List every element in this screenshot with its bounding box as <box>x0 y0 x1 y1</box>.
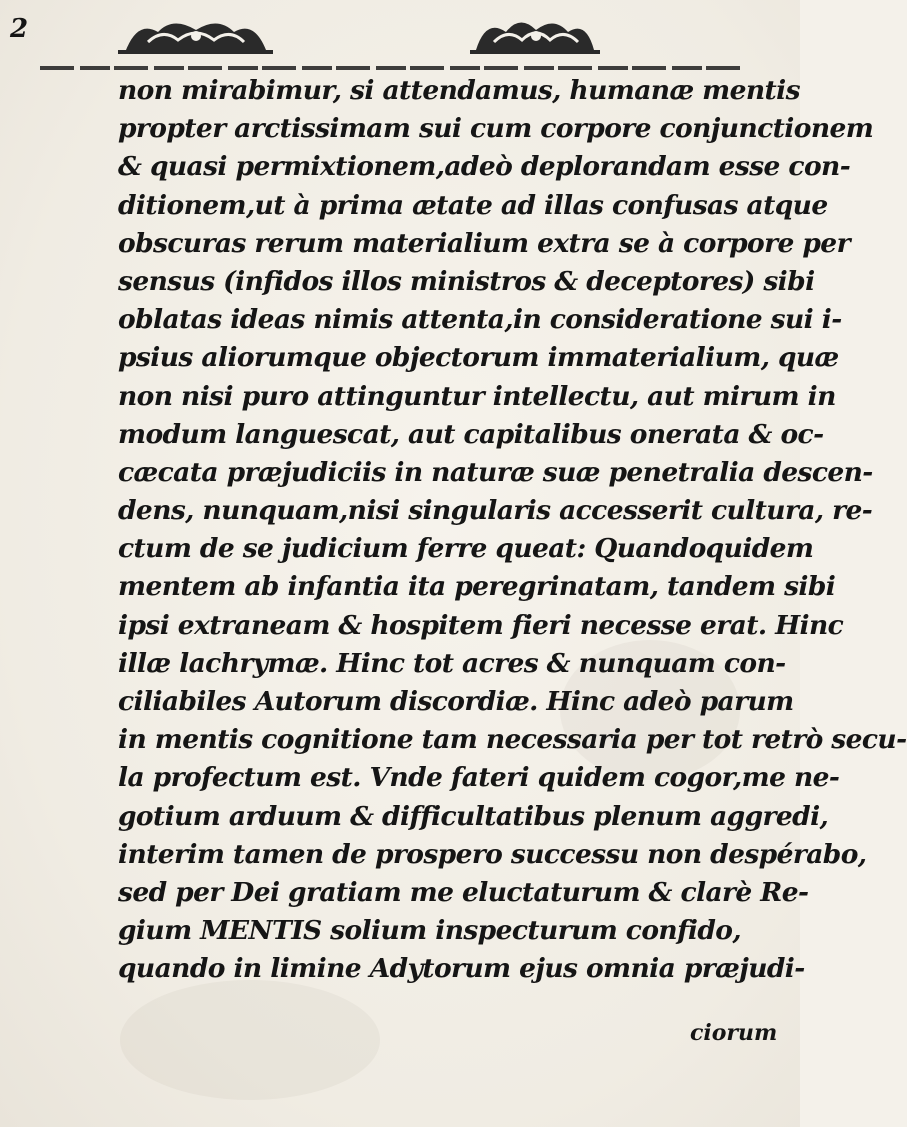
header-rule <box>40 66 740 70</box>
text-line: dens, nunquam,nisi singularis accesserit cultura, re- <box>118 495 873 527</box>
body-text <box>118 72 907 989</box>
text-line: gotium arduum & difficultatibus plenum aggredi, <box>118 800 829 832</box>
text-line: la profectum est. Vnde fateri quidem cogor,me ne- <box>118 762 840 794</box>
text-line: quando in limine Adytorum ejus omnia præjudi- <box>118 953 805 985</box>
text-line: sed per Dei gratiam me eluctaturum & clarè Re- <box>118 876 809 908</box>
text-line: illæ lachrymæ. Hinc tot acres & nunquam con- <box>118 647 786 679</box>
catchword: ciorum <box>690 1020 778 1046</box>
text-line: propter arctissimam sui cum corpore conjunctionem <box>118 113 874 145</box>
text-line: ciliabiles Autorum discordiæ. Hinc adeò parum <box>118 686 794 717</box>
text-line: oblatas ideas nimis attenta,in consideratione sui i- <box>118 304 842 336</box>
page-number: 2 <box>10 14 29 44</box>
headpiece-ornament-left <box>118 12 273 56</box>
text-line: & quasi permixtionem,adeò deplorandam esse con- <box>118 151 851 183</box>
text-line: mentem ab infantia ita peregrinatam, tandem sibi <box>118 571 836 603</box>
text-line: modum languescat, aut capitalibus onerata & oc- <box>118 418 824 450</box>
text-line: non nisi puro attinguntur intellectu, aut mirum in <box>118 380 836 412</box>
text-line: cæcata præjudiciis in naturæ suæ penetralia descen- <box>118 456 873 488</box>
text-line: psius aliorumque objectorum immaterialium, quæ <box>118 342 839 374</box>
text-line: interim tamen de prospero successu non despérabo, <box>118 838 867 870</box>
text-line: ctum de se judicium ferre queat: Quandoquidem <box>118 533 814 565</box>
text-line: in mentis cognitione tam necessaria per tot retrò secu- <box>118 724 907 756</box>
text-line: obscuras rerum materialium extra se à corpore per <box>118 227 850 259</box>
text-line: non mirabimur, si attendamus, humanæ mentis <box>118 75 800 106</box>
headpiece-ornament-right <box>470 12 600 56</box>
text-line: ipsi extraneam & hospitem fieri necesse erat. Hinc <box>118 609 844 641</box>
paper-stain <box>120 980 380 1100</box>
text-line: ditionem,ut à prima ætate ad illas confusas atque <box>118 189 828 221</box>
text-line: sensus (infidos illos ministros & deceptores) sibi <box>118 265 815 297</box>
text-line: gium MENTIS solium inspecturum confido, <box>118 915 741 947</box>
